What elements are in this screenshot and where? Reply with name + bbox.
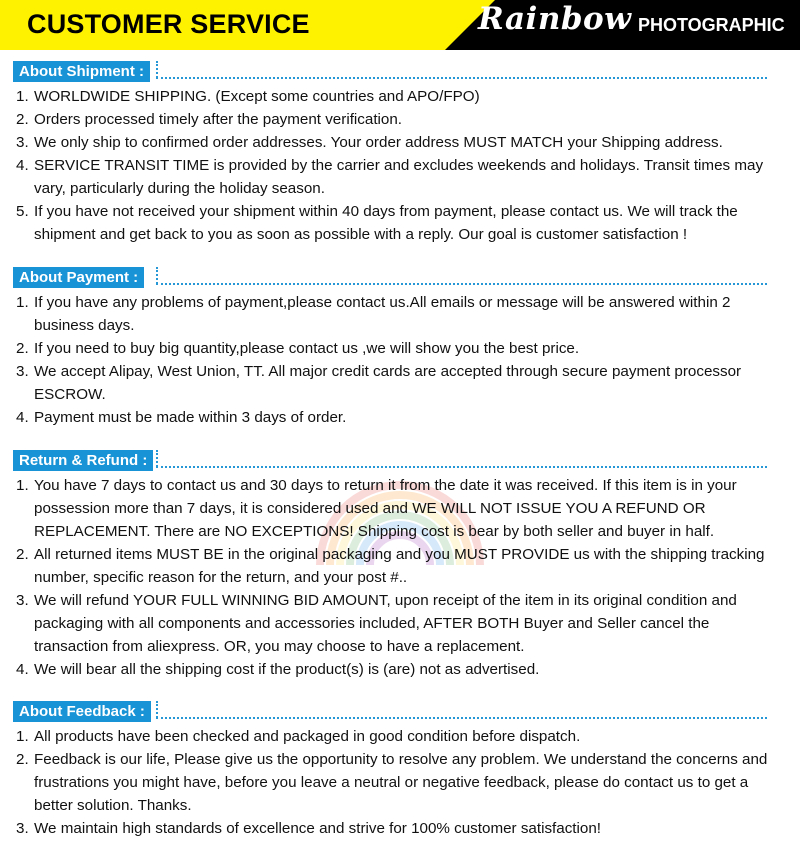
section-header <box>0 450 800 472</box>
list-item: 2. All returned items MUST BE in the original packaging and you MUST PROVIDE us with the shipping tracking number, specific reason for the return, and your post #.. <box>16 546 765 586</box>
section-divider <box>156 283 767 285</box>
section-divider-tick <box>156 61 158 78</box>
list-item: 2. Orders processed timely after the payment verification. <box>16 111 403 128</box>
section-divider <box>156 717 767 719</box>
list-item: 2. Feedback is our life, Please give us the opportunity to resolve any problem. We understand the concerns and frustrations you might have, before you leave a neutral or negative feedback, please do contact us to get a better solution. Thanks. <box>16 751 768 814</box>
brand-logo-word: PHOTOGRAPHIC <box>638 15 785 35</box>
section-payment <box>0 267 800 429</box>
section-divider <box>156 466 767 468</box>
list-item: 5. If you have not received your shipment within 40 days from payment, please contact us. We will track the shipment and get back to you as soon as possible with a reply. Our goal is customer satisfaction ! <box>16 203 738 243</box>
list-item: 3. We accept Alipay, West Union, TT. All major credit cards are accepted through secure payment processor ESCROW. <box>16 363 742 403</box>
section-divider-tick <box>156 701 158 718</box>
section-shipment <box>0 61 800 246</box>
section-label: Return & Refund : <box>13 450 153 471</box>
list-item: 1. WORLDWIDE SHIPPING. (Except some countries and APO/FPO) <box>16 88 480 105</box>
list-item: 2. If you need to buy big quantity,please contact us ,we will show you the best price. <box>16 340 580 357</box>
list-item: 1. You have 7 days to contact us and 30 days to return it from the date it was received. If this item is in your possession more than 7 days, it is considered used and WE WILL NOT ISSUE YOU A REFUND OR REPLACEMENT. There are NO EXCEPTIONS! Shipping cost is bear by both seller and buyer in half. <box>16 477 737 540</box>
feedback-list <box>0 725 800 840</box>
section-return-refund <box>0 450 800 681</box>
list-item: 3. We only ship to confirmed order addresses. Your order address MUST MATCH your Shipping address. <box>16 134 723 151</box>
list-item: 3. We maintain high standards of excellence and strive for 100% customer satisfaction! <box>16 820 602 837</box>
header-banner <box>0 0 800 50</box>
section-divider-tick <box>156 267 158 284</box>
list-item: 4. Payment must be made within 3 days of order. <box>16 409 347 426</box>
shipment-list <box>0 85 800 246</box>
section-feedback <box>0 701 800 840</box>
page-title: CUSTOMER SERVICE <box>27 9 310 39</box>
section-header <box>0 701 800 723</box>
section-header <box>0 267 800 289</box>
refund-list <box>0 474 800 681</box>
section-label: About Shipment : <box>13 61 150 82</box>
list-item: 4. SERVICE TRANSIT TIME is provided by the carrier and excludes weekends and holidays. Transit times may vary, particularly during the holiday season. <box>16 157 764 197</box>
list-item: 3. We will refund YOUR FULL WINNING BID AMOUNT, upon receipt of the item in its original condition and packaging with all components and accessories included, AFTER BOTH Buyer and Seller cancel the transaction from aliexpress. OR, you may choose to have a replacement. <box>16 592 737 655</box>
list-item: 1. If you have any problems of payment,please contact us.All emails or message will be answered within 2 business days. <box>16 294 731 334</box>
list-item: 1. All products have been checked and packaged in good condition before dispatch. <box>16 728 581 745</box>
section-header <box>0 61 800 83</box>
section-divider <box>156 77 767 79</box>
payment-list <box>0 291 800 429</box>
section-label: About Payment : <box>13 267 144 288</box>
section-label: About Feedback : <box>13 701 151 722</box>
list-item: 4. We will bear all the shipping cost if the product(s) is (are) not as advertised. <box>16 661 540 678</box>
brand-logo-script: Rainbow <box>478 1 632 37</box>
section-divider-tick <box>156 450 158 467</box>
